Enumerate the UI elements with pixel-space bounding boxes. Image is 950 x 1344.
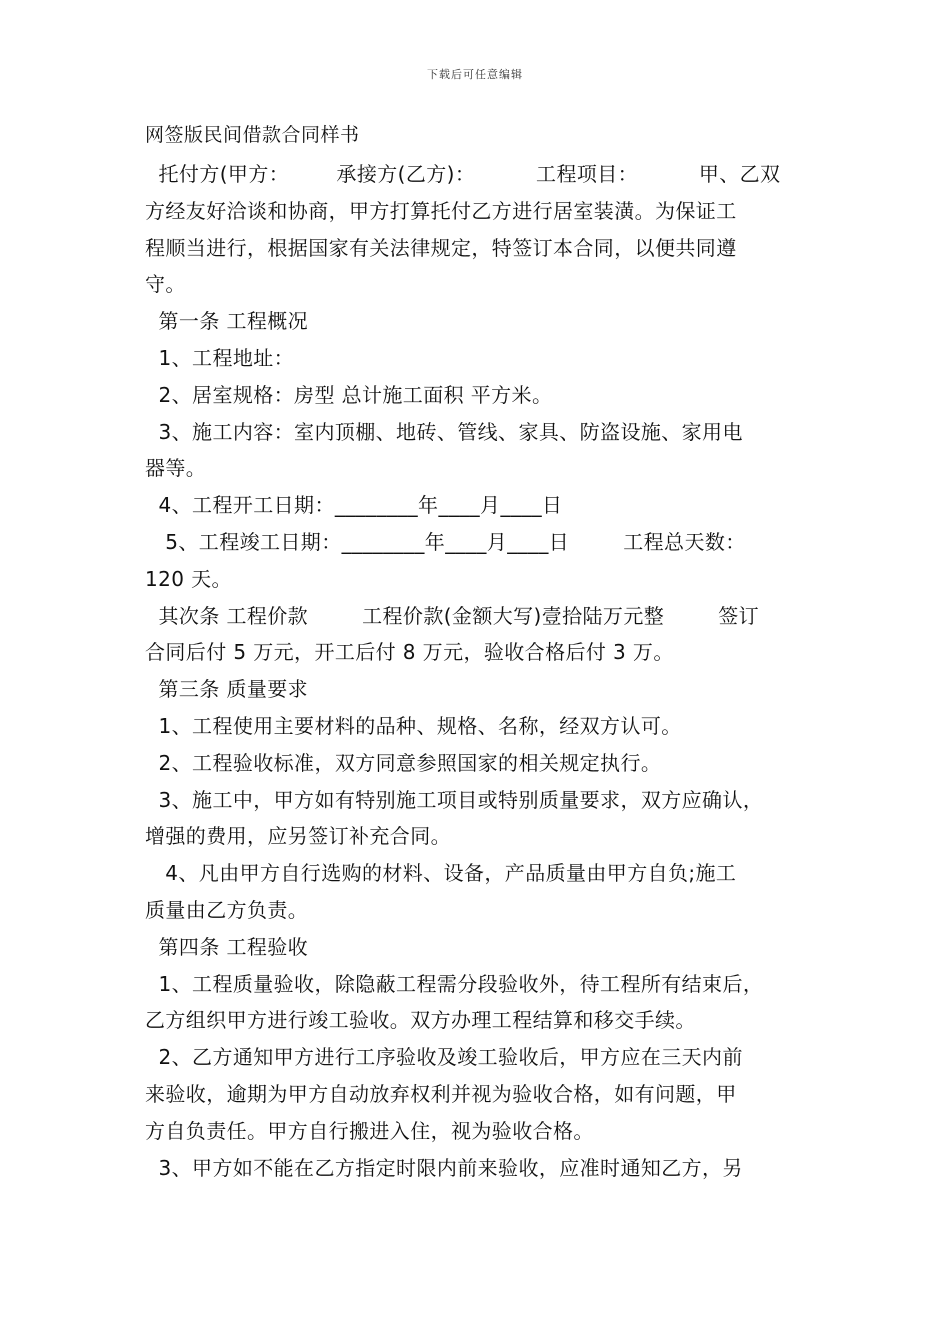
document-title: 网签版民间借款合同样书 — [145, 124, 360, 146]
body-line: 第三条 质量要求 — [145, 677, 309, 702]
body-line: 来验收，逾期为甲方自动放弃权利并视为验收合格，如有问题，甲 — [145, 1081, 737, 1106]
body-line: 方自负责任。甲方自行搬进入住，视为验收合格。 — [145, 1118, 594, 1143]
body-line: 3、甲方如不能在乙方指定时限内前来验收，应准时通知乙方，另 — [145, 1155, 743, 1180]
body-line: 守。 — [145, 272, 186, 297]
body-line: 第一条 工程概况 — [145, 309, 309, 334]
body-line: 托付方(甲方： 承接方(乙方)： 工程项目： 甲、乙双 — [145, 162, 781, 186]
body-line: 质量由乙方负责。 — [145, 897, 309, 922]
body-line: 2、居室规格：房型 总计施工面积 平方米。 — [145, 382, 553, 407]
body-line: 5、工程竣工日期：________年____月____日 工程总天数： — [145, 529, 746, 554]
body-line: 第四条 工程验收 — [145, 934, 309, 959]
body-line: 3、施工中，甲方如有特别施工项目或特别质量要求，双方应确认， — [145, 787, 764, 812]
body-line: 1、工程质量验收，除隐蔽工程需分段验收外，待工程所有结束后， — [145, 971, 764, 996]
body-line: 方经友好洽谈和协商，甲方打算托付乙方进行居室装潢。为保证工 — [145, 198, 737, 223]
body-line: 1、工程地址： — [145, 345, 295, 370]
header-note: 下载后可任意编辑 — [427, 68, 523, 81]
body-line: 乙方组织甲方进行竣工验收。双方办理工程结算和移交手续。 — [145, 1008, 696, 1033]
body-line: 120 天。 — [145, 566, 232, 591]
body-line: 2、乙方通知甲方进行工序验收及竣工验收后，甲方应在三天内前 — [145, 1045, 743, 1070]
document-body — [145, 156, 820, 1186]
body-line: 器等。 — [145, 456, 207, 481]
body-line: 增强的费用，应另签订补充合同。 — [145, 824, 451, 849]
body-line: 程顺当进行，根据国家有关法律规定，特签订本合同，以便共同遵 — [145, 235, 737, 260]
body-line: 1、工程使用主要材料的品种、规格、名称，经双方认可。 — [145, 713, 682, 738]
body-line: 合同后付 5 万元，开工后付 8 万元，验收合格后付 3 万。 — [145, 640, 674, 665]
body-line: 4、凡由甲方自行选购的材料、设备，产品质量由甲方自负;施工 — [145, 861, 737, 886]
body-line: 3、施工内容：室内顶棚、地砖、管线、家具、防盗设施、家用电 — [145, 419, 743, 444]
body-line: 4、工程开工日期：________年____月____日 — [145, 493, 563, 518]
body-line: 2、工程验收标准，双方同意参照国家的相关规定执行。 — [145, 750, 662, 775]
body-line: 其次条 工程价款 工程价款(金额大写)壹拾陆万元整 签订 — [145, 603, 759, 628]
